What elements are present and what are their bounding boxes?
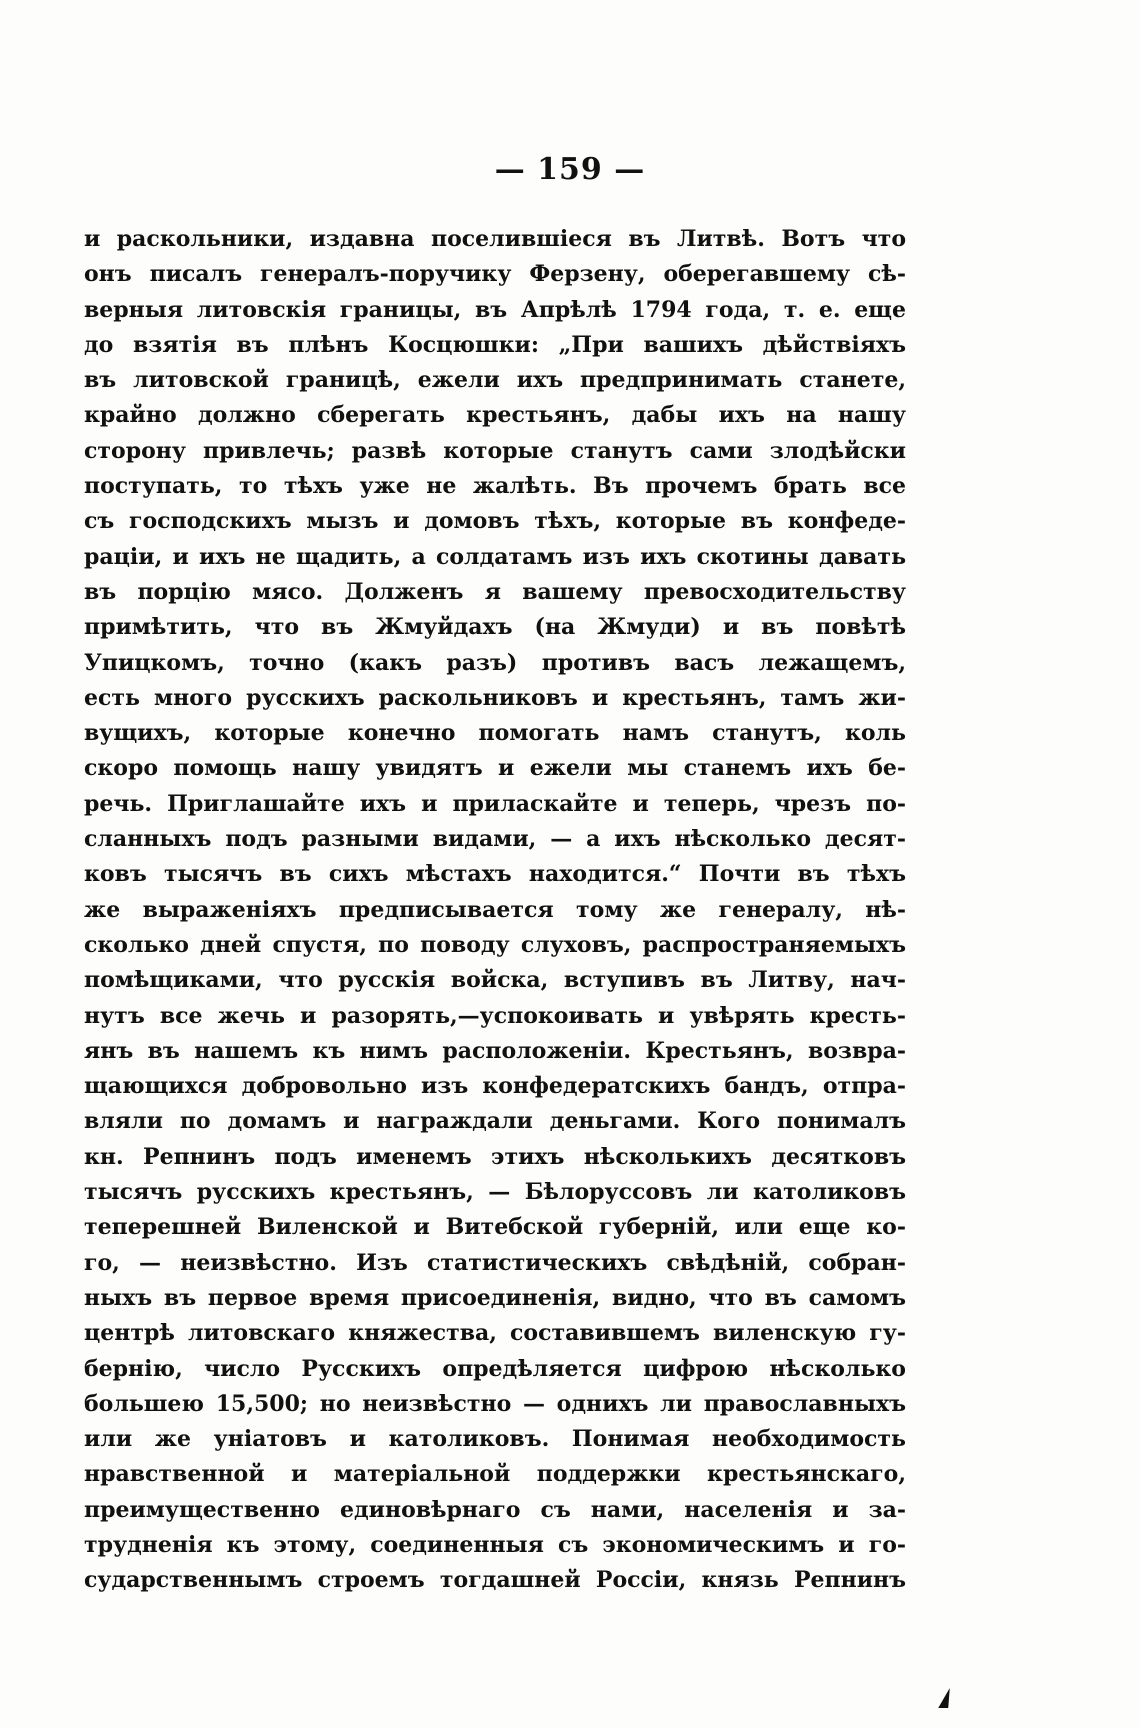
text-line: раціи, и ихъ не щадить, а солдатамъ изъ ихъ скотины давать xyxy=(84,543,906,570)
page-number: — 159 — xyxy=(494,152,646,187)
text-line: трудненія къ этому, соединенныя съ экономическимъ и го- xyxy=(84,1531,906,1558)
text-line: помѣщиками, что русскія войска, вступивъ въ Литву, нач- xyxy=(84,967,906,994)
text-line: теперешней Виленской и Витебской губерній, или еще ко- xyxy=(84,1214,906,1241)
text-line: нравственной и матеріальной поддержки крестьянскаго, xyxy=(84,1461,906,1488)
text-line: поступать, то тѣхъ уже не жалѣть. Въ прочемъ брать все xyxy=(84,473,906,500)
text-line: въ литовской границѣ, ежели ихъ предпринимать станете, xyxy=(84,367,906,394)
text-line: есть много русскихъ раскольниковъ и крестьянъ, тамъ жи- xyxy=(84,684,906,711)
text-line: крайно должно сберегать крестьянъ, дабы ихъ на нашу xyxy=(84,402,906,429)
text-line: преимущественно единовѣрнаго съ нами, населенія и за- xyxy=(84,1496,906,1523)
text-line: съ господскихъ мызъ и домовъ тѣхъ, которые въ конфеде- xyxy=(84,508,906,535)
text-line: верныя литовскія границы, въ Апрѣлѣ 1794 года, т. е. еще xyxy=(84,296,906,323)
text-line: сланныхъ подъ разными видами, — а ихъ нѣсколько десят- xyxy=(84,826,906,853)
text-line: сударственнымъ строемъ тогдашней Россіи, князь Репнинъ xyxy=(84,1567,906,1594)
text-line: нутъ все жечь и разорять,—успокоивать и увѣрять кресть- xyxy=(84,1002,906,1029)
corner-mark-icon xyxy=(938,1688,952,1708)
text-line: вляли по домамъ и награждали деньгами. Кого понималъ xyxy=(84,1108,906,1135)
text-line: бернію, число Русскихъ опредѣляется цифрою нѣсколько xyxy=(84,1355,906,1382)
text-line: примѣтить, что въ Жмуйдахъ (на Жмуди) и въ повѣтѣ xyxy=(84,614,906,641)
text-line: янъ въ нашемъ къ нимъ расположеніи. Крестьянъ, возвра- xyxy=(84,1037,906,1064)
text-line: Упицкомъ, точно (какъ разъ) противъ васъ лежащемъ, xyxy=(84,649,906,676)
text-line: большею 15,500; но неизвѣстно — однихъ ли православныхъ xyxy=(84,1390,906,1417)
text-line: скоро помощь нашу увидятъ и ежели мы станемъ ихъ бе- xyxy=(84,755,906,782)
text-line: ныхъ въ первое время присоединенія, видно, что въ самомъ xyxy=(84,1284,906,1311)
text-line: сторону привлечь; развѣ которые станутъ сами злодѣйски xyxy=(84,437,906,464)
text-line: тысячъ русскихъ крестьянъ, — Бѣлоруссовъ ли католиковъ xyxy=(84,1179,906,1206)
text-line: щающихся добровольно изъ конфедератскихъ бандъ, отпра- xyxy=(84,1073,906,1100)
text-line: до взятія въ плѣнъ Косцюшки: „При вашихъ дѣйствіяхъ xyxy=(84,331,906,358)
text-line: или же уніатовъ и католиковъ. Понимая необходимость xyxy=(84,1426,906,1453)
text-line: центрѣ литовскаго княжества, составившемъ виленскую гу- xyxy=(84,1320,906,1347)
body-text xyxy=(84,222,906,1599)
text-line: речь. Приглашайте ихъ и приласкайте и теперь, чрезъ по- xyxy=(84,790,906,817)
text-line: въ порцію мясо. Долженъ я вашему превосходительству xyxy=(84,578,906,605)
text-line: ковъ тысячъ въ сихъ мѣстахъ находится.“ Почти въ тѣхъ xyxy=(84,861,906,888)
text-line: сколько дней спустя, по поводу слуховъ, распространяемыхъ xyxy=(84,931,906,958)
text-line: же выраженіяхъ предписывается тому же генералу, нѣ- xyxy=(84,896,906,923)
text-line: и раскольники, издавна поселившіеся въ Литвѣ. Вотъ что xyxy=(84,226,906,252)
text-line: кн. Репнинъ подъ именемъ этихъ нѣсколькихъ десятковъ xyxy=(84,1143,906,1170)
text-line: го, — неизвѣстно. Изъ статистическихъ свѣдѣній, собран- xyxy=(84,1249,906,1276)
text-line: онъ писалъ генералъ-поручику Ферзену, оберегавшему сѣ- xyxy=(84,261,906,288)
text-line: вущихъ, которые конечно помогать намъ станутъ, коль xyxy=(84,720,906,747)
